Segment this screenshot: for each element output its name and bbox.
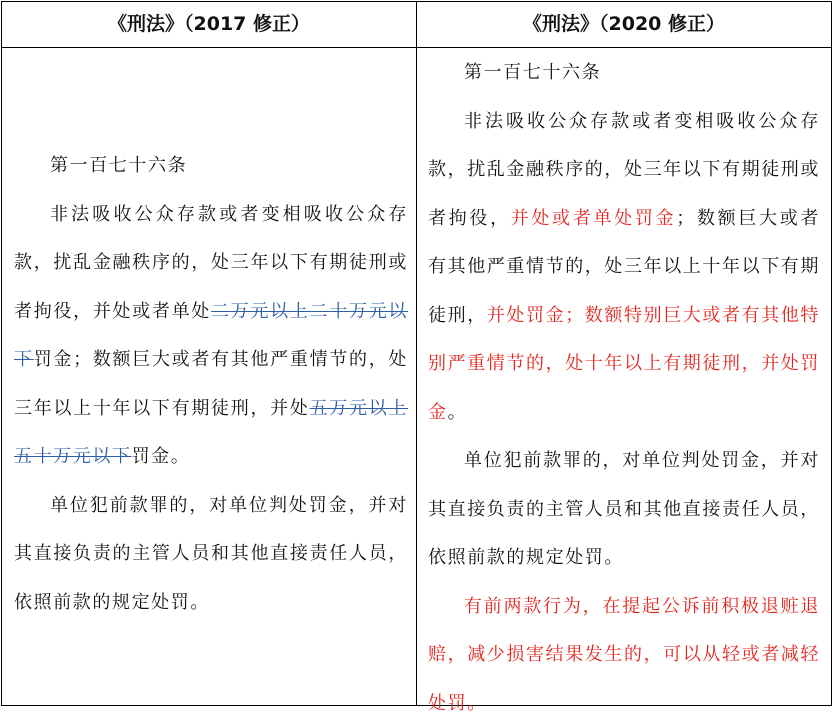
article-title-2020: 第一百七十六条 [428, 49, 820, 98]
paragraph-1-2020 [428, 98, 820, 438]
paragraph-3-2020-added: 有前两款行为，在提起公诉前积极退赃退赔，减少损害结果发生的，可以从轻或者减轻处罚。 [428, 583, 820, 728]
text-segment: 非法吸收公众存款或者变相吸收公众存款，扰乱金融秩序的，处三年以下有期徒刑或者拘役，并处或者单处 [14, 204, 408, 322]
text-segment: 罚金。 [132, 446, 191, 467]
added-text: 并处或者单处罚金 [511, 208, 677, 229]
paragraph-2-2020: 单位犯前款罪的，对单位判处罚金，并对其直接负责的主管人员和其他直接责任人员，依照前款的规定处罚。 [428, 437, 820, 583]
deleted-text: 五万元以上五十万元以下 [14, 398, 408, 468]
header-2020: 《刑法》（2020 修正） [417, 2, 831, 47]
column-2020 [428, 49, 820, 728]
comparison-table [1, 1, 832, 706]
added-text: 并处罚金；数额特别巨大或者有其他特别严重情节的，处十年以上有期徒刑，并处罚金 [428, 305, 820, 423]
column-2017 [14, 142, 408, 627]
header-2017: 《刑法》（2017 修正） [2, 2, 416, 47]
paragraph-1-2017 [14, 191, 408, 482]
text-segment: 非法吸收公众存款或者变相吸收公众存款，扰乱金融秩序的，处三年以下有期徒刑或者拘役， [428, 111, 820, 229]
column-divider [416, 2, 417, 705]
paragraph-2-2017: 单位犯前款罪的，对单位判处罚金，并对其直接负责的主管人员和其他直接责任人员，依照前款的规定处罚。 [14, 482, 408, 628]
article-title-2017: 第一百七十六条 [14, 142, 408, 191]
text-segment: 罚金；数额巨大或者有其他严重情节的，处三年以上十年以下有期徒刑，并处 [14, 349, 408, 419]
text-segment: ；数额巨大或者有其他严重情节的，处三年以上十年以下有期徒刑， [428, 208, 820, 326]
text-segment: 。 [448, 402, 468, 423]
deleted-text: 二万元以上二十万元以下 [14, 301, 408, 371]
